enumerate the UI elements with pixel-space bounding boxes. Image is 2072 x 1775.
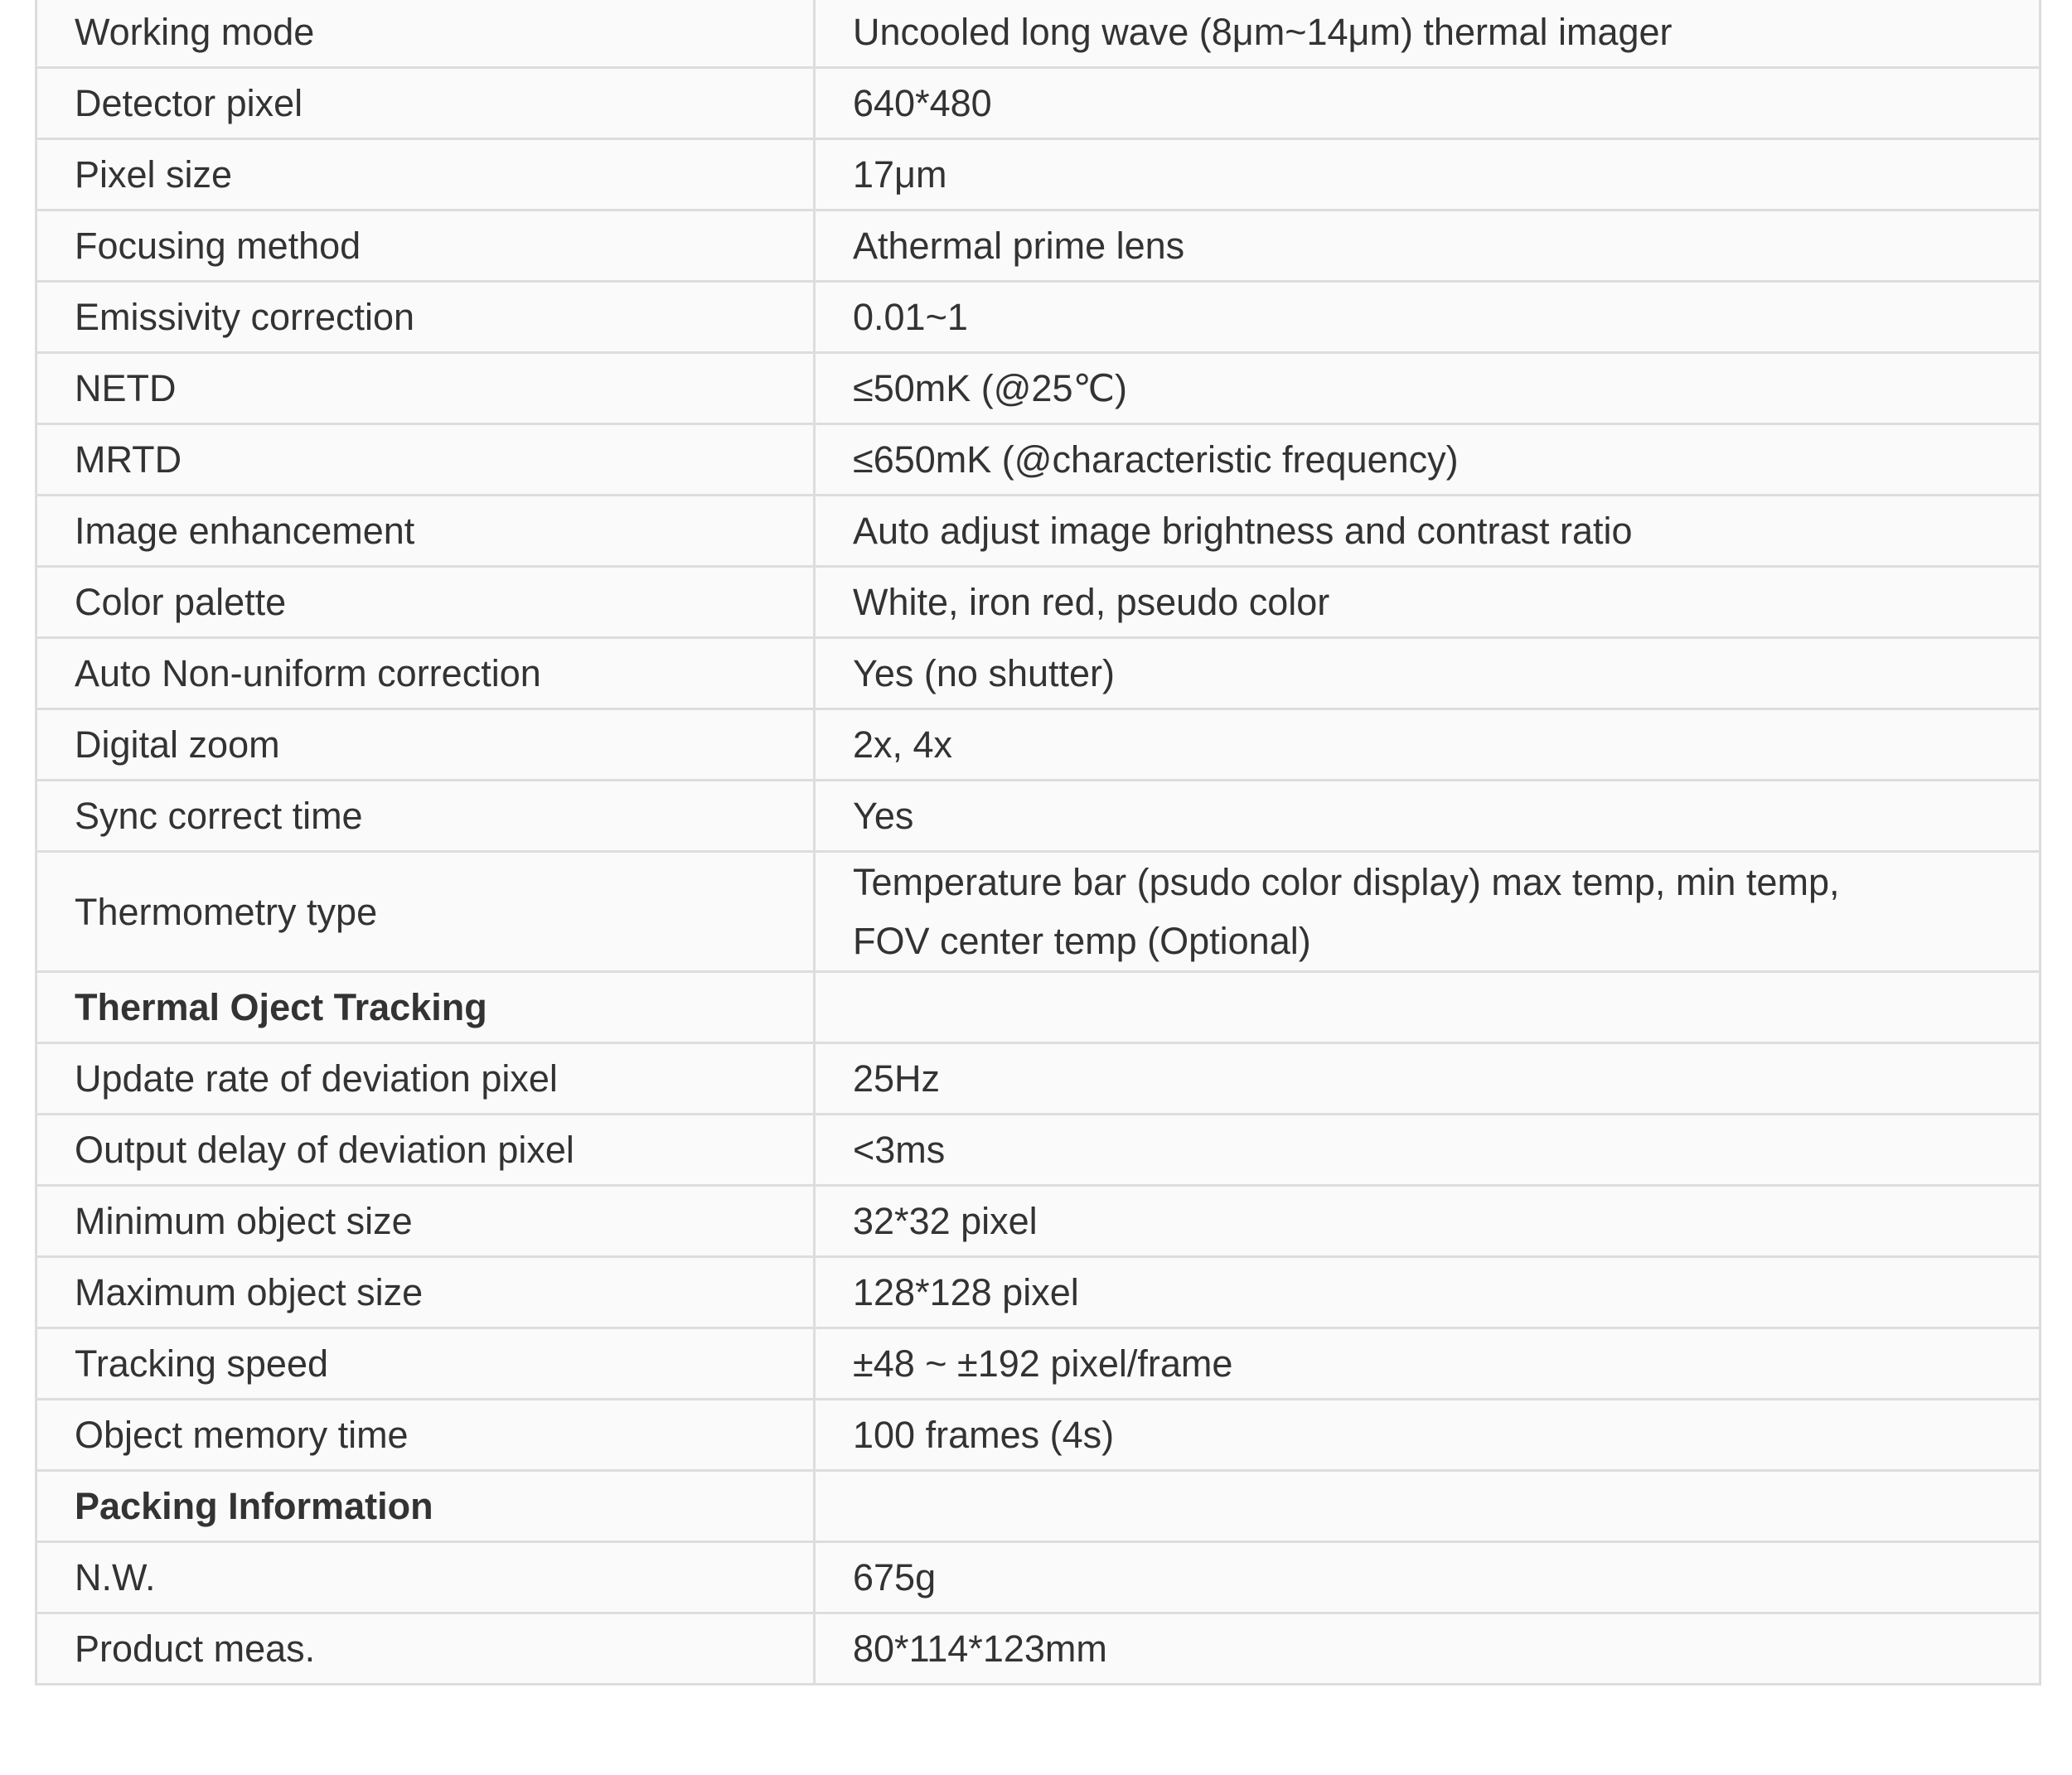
spec-value: <3ms	[815, 1115, 2041, 1186]
spec-label: Auto Non-uniform correction	[36, 638, 815, 709]
table-row	[36, 353, 2041, 424]
spec-label: Maximum object size	[36, 1257, 815, 1328]
table-row	[36, 1542, 2041, 1613]
spec-table-body	[36, 0, 2041, 1685]
spec-value: 2x, 4x	[815, 709, 2041, 781]
spec-label: N.W.	[36, 1542, 815, 1613]
spec-label: Detector pixel	[36, 68, 815, 139]
section-value	[815, 1471, 2041, 1542]
spec-value: Uncooled long wave (8μm~14μm) thermal imager	[815, 0, 2041, 68]
spec-value: Temperature bar (psudo color display) max temp, min temp, FOV center temp (Optional)	[815, 852, 2041, 972]
table-row	[36, 210, 2041, 282]
spec-value: 675g	[815, 1542, 2041, 1613]
table-row	[36, 567, 2041, 638]
table-row	[36, 1115, 2041, 1186]
table-row	[36, 852, 2041, 972]
spec-label: Image enhancement	[36, 496, 815, 567]
spec-label: Pixel size	[36, 139, 815, 210]
table-row	[36, 709, 2041, 781]
spec-label: Color palette	[36, 567, 815, 638]
spec-value: ≤50mK (@25℃)	[815, 353, 2041, 424]
table-row	[36, 68, 2041, 139]
spec-label: Update rate of deviation pixel	[36, 1043, 815, 1115]
spec-value: Auto adjust image brightness and contrast ratio	[815, 496, 2041, 567]
table-row	[36, 496, 2041, 567]
spec-value: Yes (no shutter)	[815, 638, 2041, 709]
spec-value: Athermal prime lens	[815, 210, 2041, 282]
spec-label: Minimum object size	[36, 1186, 815, 1257]
spec-label: Digital zoom	[36, 709, 815, 781]
spec-label: MRTD	[36, 424, 815, 496]
spec-value: 80*114*123mm	[815, 1613, 2041, 1685]
spec-value: 17μm	[815, 139, 2041, 210]
spec-label: Product meas.	[36, 1613, 815, 1685]
table-row	[36, 638, 2041, 709]
table-row	[36, 282, 2041, 353]
section-header-row	[36, 1471, 2041, 1542]
spec-label: Tracking speed	[36, 1328, 815, 1400]
spec-value: ≤650mK (@characteristic frequency)	[815, 424, 2041, 496]
table-row	[36, 424, 2041, 496]
spec-value: 128*128 pixel	[815, 1257, 2041, 1328]
section-title: Packing Information	[36, 1471, 815, 1542]
spec-label: Sync correct time	[36, 781, 815, 852]
table-row	[36, 1328, 2041, 1400]
table-row	[36, 0, 2041, 68]
section-header-row	[36, 972, 2041, 1043]
section-title: Thermal Oject Tracking	[36, 972, 815, 1043]
section-value	[815, 972, 2041, 1043]
spec-label: Working mode	[36, 0, 815, 68]
spec-label: Focusing method	[36, 210, 815, 282]
spec-value: 0.01~1	[815, 282, 2041, 353]
table-row	[36, 1043, 2041, 1115]
spec-value: 100 frames (4s)	[815, 1400, 2041, 1471]
table-row	[36, 1613, 2041, 1685]
table-row	[36, 1186, 2041, 1257]
table-row	[36, 1400, 2041, 1471]
spec-label: Thermometry type	[36, 852, 815, 972]
spec-label: Output delay of deviation pixel	[36, 1115, 815, 1186]
table-row	[36, 1257, 2041, 1328]
spec-value: 640*480	[815, 68, 2041, 139]
spec-label: Object memory time	[36, 1400, 815, 1471]
spec-value: 25Hz	[815, 1043, 2041, 1115]
spec-table	[35, 0, 2041, 1686]
table-row	[36, 139, 2041, 210]
spec-label: Emissivity correction	[36, 282, 815, 353]
spec-value: ±48 ~ ±192 pixel/frame	[815, 1328, 2041, 1400]
spec-value: 32*32 pixel	[815, 1186, 2041, 1257]
table-row	[36, 781, 2041, 852]
spec-value: White, iron red, pseudo color	[815, 567, 2041, 638]
spec-label: NETD	[36, 353, 815, 424]
spec-value: Yes	[815, 781, 2041, 852]
